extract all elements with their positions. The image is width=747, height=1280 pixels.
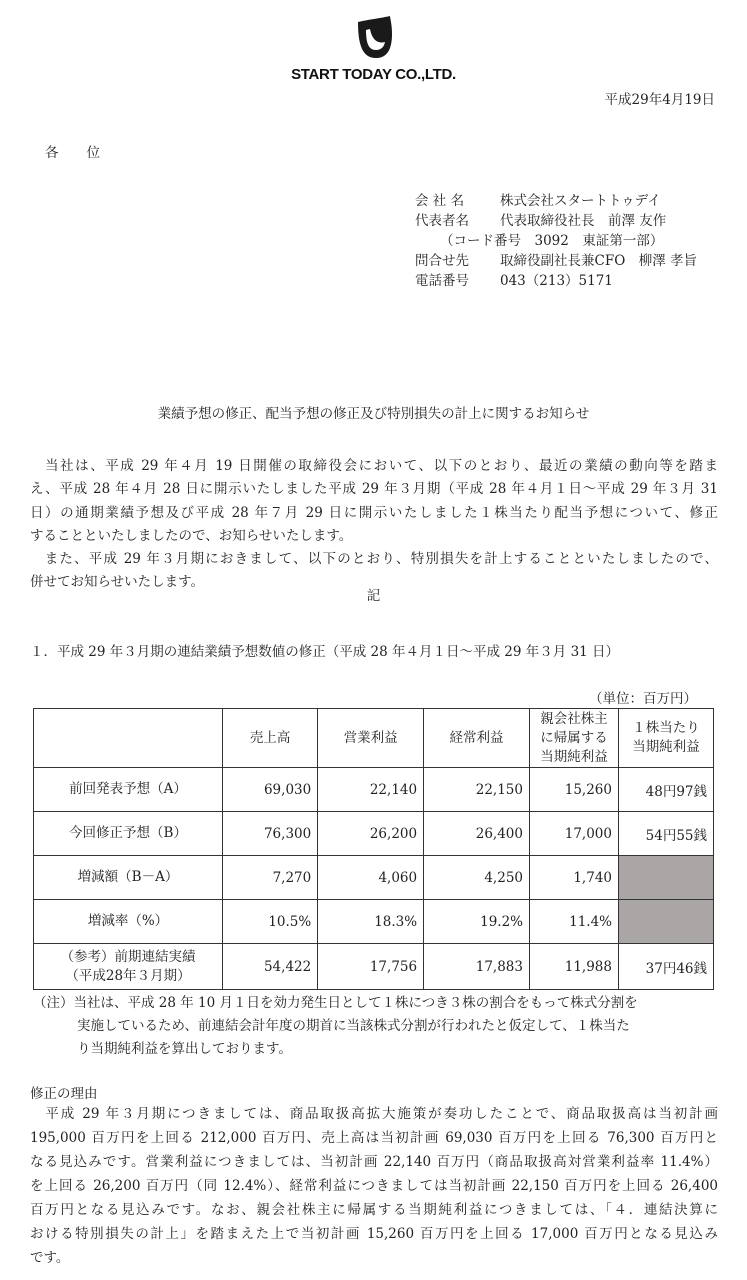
document-date: 平成29年4月19日 [604, 92, 715, 108]
cell: 22,150 [424, 768, 530, 812]
text-line: 平成 29 年３月期につきましては、商品取扱高拡大施策が奏功したことで、商品取扱高は当初計画 [30, 1106, 718, 1122]
reason-heading: 修正の理由 [30, 1086, 98, 1102]
cell: 19.2% [424, 900, 530, 944]
company-name-row [415, 191, 697, 211]
header-operating-income: 営業利益 [318, 709, 424, 768]
text-line: り当期純利益を算出しております。 [77, 1041, 292, 1057]
company-logo [0, 14, 747, 83]
cell: 10.5% [223, 900, 318, 944]
cell: 17,883 [424, 944, 530, 990]
table-row [34, 812, 714, 856]
table-row [34, 768, 714, 812]
text-line: （注）当社は、平成 28 年 10 月１日を効力発生日として１株につき３株の割合をもって株式分割を [33, 995, 638, 1011]
header-eps: １株当たり当期純利益 [619, 709, 714, 768]
header-blank [34, 709, 223, 768]
cell: 17,756 [318, 944, 424, 990]
addressee: 各位 [45, 145, 128, 161]
ki-marker: 記 [366, 588, 381, 604]
row-label: （参考）前期連結実績（平成28年３月期） [34, 944, 223, 990]
header-sales: 売上高 [223, 709, 318, 768]
row-label: 増減額（B－A） [34, 856, 223, 900]
cell: 4,250 [424, 856, 530, 900]
table-row [34, 856, 714, 900]
text-line: です。 [30, 1250, 70, 1266]
table-row [34, 900, 714, 944]
cell: 1,740 [530, 856, 619, 900]
cell: 7,270 [223, 856, 318, 900]
cell: 22,140 [318, 768, 424, 812]
text-line: 実施しているため、前連結会計年度の期首に当該株式分割が行われたと仮定して、１株当た [77, 1018, 630, 1034]
company-info [415, 191, 697, 291]
cell: 11.4% [530, 900, 619, 944]
header-ordinary-income: 経常利益 [424, 709, 530, 768]
table-row [34, 944, 714, 990]
code-row [415, 231, 697, 251]
unit-label: （単位：百万円） [589, 691, 697, 707]
text-line: 195,000 百万円を上回る 212,000 百万円、売上高は当初計画 69,030 百万円を上回る 76,300 百万円と [30, 1130, 718, 1146]
cell: 26,400 [424, 812, 530, 856]
info-value: （コード番号 3092 東証第一部） [440, 233, 664, 249]
info-label: 問合せ先 [415, 253, 469, 269]
info-value: 043（213）5171 [500, 273, 613, 289]
info-value: 株式会社スタートトゥデイ [500, 193, 661, 209]
text-line: することといたしましたので、お知らせいたします。 [30, 527, 353, 544]
header-net-income: 親会社株主に帰属する当期純利益 [530, 709, 619, 768]
cell: 17,000 [530, 812, 619, 856]
representative-row [415, 211, 697, 231]
table-note [33, 992, 713, 1061]
section-1-heading: １．平成 29 年３月期の連結業績予想数値の修正（平成 28 年４月１日～平成 29 年３月 31 日） [30, 644, 620, 660]
info-label: 電話番号 [415, 273, 469, 289]
cell: 69,030 [223, 768, 318, 812]
info-value: 代表取締役社長 前澤 友作 [500, 213, 667, 229]
intro-paragraph [30, 455, 718, 595]
cell: 48円97銭 [619, 768, 714, 812]
text-line: を上回る 26,200 百万円（同 12.4%）、経常利益につきましては当初計画 22,150 百万円を上回る 26,400 [30, 1178, 718, 1194]
row-label: 今回修正予想（B） [34, 812, 223, 856]
start-today-logo-icon [352, 14, 396, 60]
info-label: 代表者名 [415, 213, 469, 229]
cell: 26,200 [318, 812, 424, 856]
cell: 37円46銭 [619, 944, 714, 990]
shaded-cell [619, 856, 714, 900]
reason-paragraph [30, 1102, 718, 1270]
cell: 11,988 [530, 944, 619, 990]
cell: 15,260 [530, 768, 619, 812]
text-line: え、平成 28 年４月 28 日に開示いたしました平成 29 年３月期（平成 28 年４月１日～平成 29 年３月 31 [30, 481, 718, 498]
cell: 76,300 [223, 812, 318, 856]
info-label: 会 社 名 [415, 193, 465, 209]
table-header-row [34, 709, 714, 768]
contact-row [415, 251, 697, 271]
text-line: 当社は、平成 29 年４月 19 日開催の取締役会において、以下のとおり、最近の業績の動向等を踏ま [30, 458, 718, 474]
text-line: また、平成 29 年３月期におきまして、以下のとおり、特別損失を計上することといたしましたので、 [30, 551, 718, 568]
text-line: 日）の通期業績予想及び平成 28 年７月 29 日に開示いたしました１株当たり配当予想について、修正 [30, 504, 718, 521]
info-value: 取締役副社長兼CFO 柳澤 孝旨 [500, 253, 698, 269]
cell: 54,422 [223, 944, 318, 990]
row-label: 増減率（%） [34, 900, 223, 944]
text-line: なる見込みです。営業利益につきましては、当初計画 22,140 百万円（商品取扱高対営業利益率 11.4%） [30, 1154, 718, 1170]
cell: 54円55銭 [619, 812, 714, 856]
text-line: おける特別損失の計上」を踏まえた上で当初計画 15,260 百万円を上回る 17,000 百万円となる見込み [30, 1226, 718, 1242]
cell: 4,060 [318, 856, 424, 900]
shaded-cell [619, 900, 714, 944]
row-label: 前回発表予想（A） [34, 768, 223, 812]
phone-row [415, 271, 697, 291]
cell: 18.3% [318, 900, 424, 944]
text-line: 百万円となる見込みです。なお、親会社株主に帰属する当期純利益につきましては、「４．連結決算に [30, 1202, 718, 1218]
text-line: 併せてお知らせいたします。 [30, 574, 205, 591]
document-title: 業績予想の修正、配当予想の修正及び特別損失の計上に関するお知らせ [157, 406, 590, 422]
forecast-table [33, 708, 714, 990]
logo-text: START TODAY CO.,LTD. [291, 66, 456, 83]
